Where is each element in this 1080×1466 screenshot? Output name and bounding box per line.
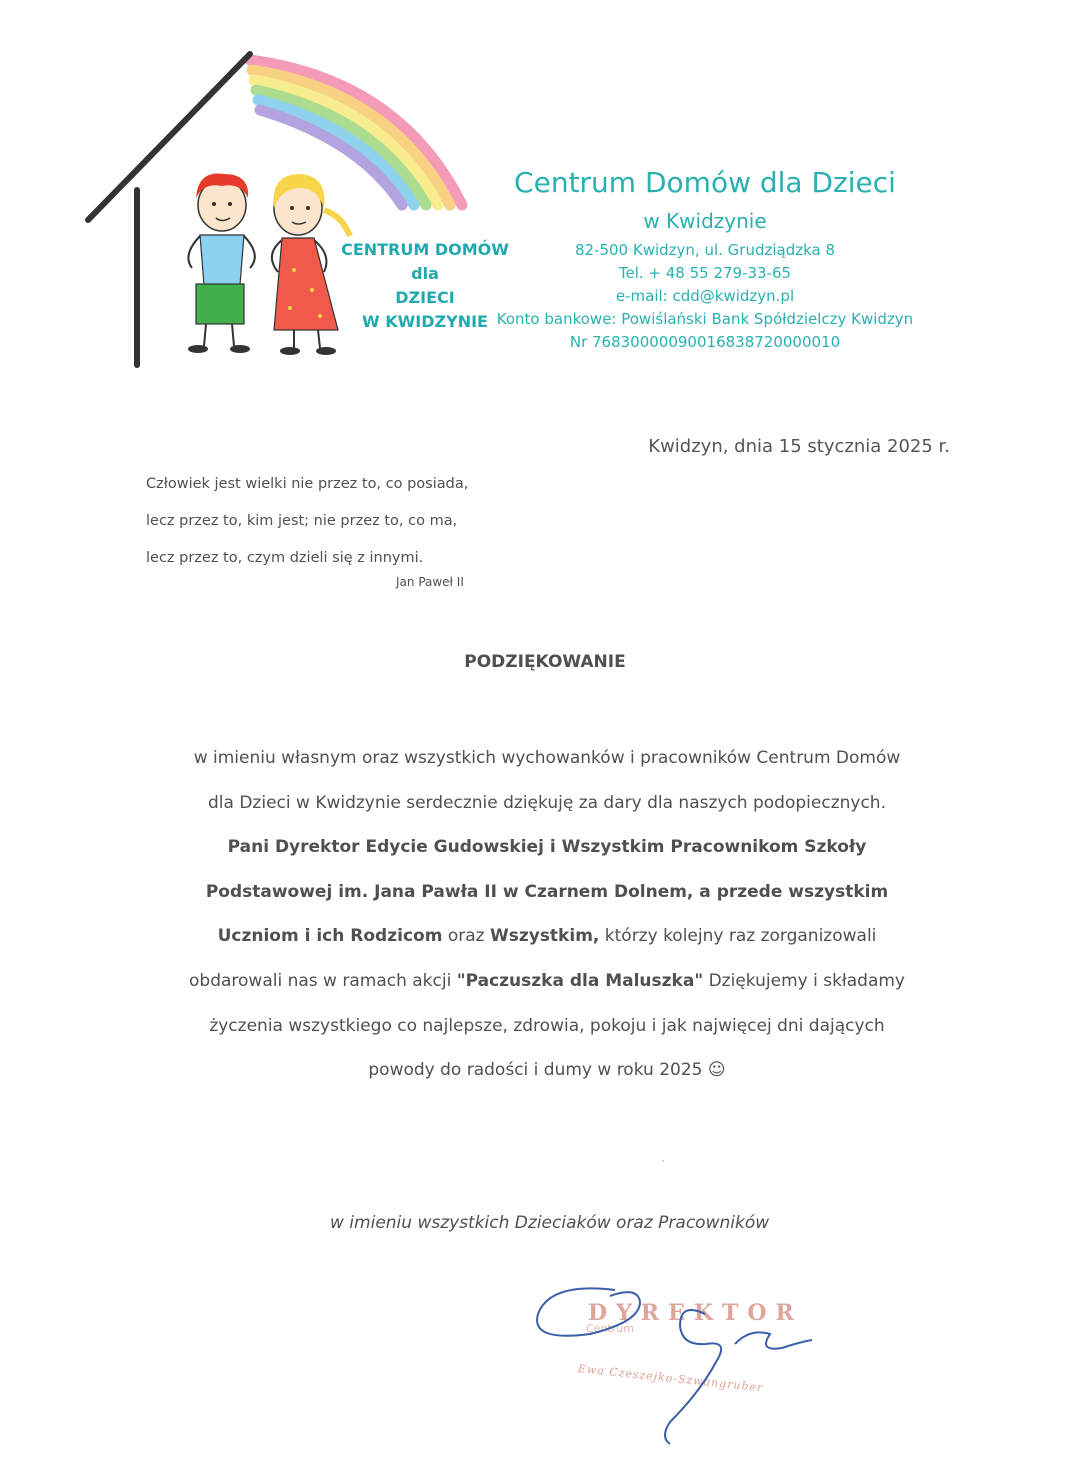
scan-speck (662, 1160, 664, 1162)
letter-body (130, 736, 964, 1093)
body-bold: Wszystkim, (489, 926, 600, 947)
organization-header (490, 163, 920, 354)
signature-icon (520, 1272, 830, 1452)
quote (146, 466, 546, 589)
bank-account: Nr 76830000090016838720000010 (569, 333, 841, 351)
body-text: Dziękujemy i składamy (703, 970, 905, 991)
body-line (130, 914, 964, 959)
stamp-title: DYREKTOR (588, 1300, 803, 1326)
organization-city: w Kwidzynie (643, 209, 767, 233)
body-text: którzy kolejny raz zorganizowali (599, 926, 877, 947)
body-line (130, 825, 964, 870)
body-line: powody do radości i dumy w roku 2025 ☺ (368, 1060, 726, 1081)
organization-name: Centrum Domów dla Dzieci (514, 166, 896, 199)
body-bold: Pani Dyrektor Edycie Gudowskiej i Wszystkim Pracownikom Szkoły (227, 837, 867, 858)
body-bold: Uczniom i ich Rodzicom (217, 926, 443, 947)
address: 82-500 Kwidzyn, ul. Grudziądzka 8 (574, 241, 836, 259)
bank-name: Konto bankowe: Powiślański Bank Spółdzielczy Kwidzyn (496, 310, 914, 328)
body-line: dla Dzieci w Kwidzynie serdecznie dziękuję za dary dla naszych podopiecznych. (208, 792, 886, 813)
body-bold: Podstawowej im. Jana Pawła II w Czarnem Dolnem, a przede wszystkim (205, 881, 889, 902)
campaign-name: "Paczuszka dla Maluszka" (456, 970, 704, 991)
phone: Tel. + 48 55 279-33-65 (618, 264, 792, 282)
quote-line: Człowiek jest wielki nie przez to, co posiada, (146, 476, 469, 492)
logo-line: CENTRUM DOMÓW (341, 240, 509, 259)
boy-icon (188, 174, 255, 354)
body-line (130, 959, 964, 1004)
letter-date: Kwidzyn, dnia 15 stycznia 2025 r. (648, 436, 950, 457)
quote-line: lecz przez to, czym dzieli się z innymi. (146, 550, 424, 566)
logo-line: W KWIDZYNIE (362, 312, 488, 331)
body-text: obdarowali nas w ramach akcji (189, 970, 457, 991)
quote-author: Jan Paweł II (396, 575, 464, 589)
body-line (130, 870, 964, 915)
logo-line: DZIECI (395, 288, 455, 307)
quote-line: lecz przez to, kim jest; nie przez to, co ma, (146, 513, 458, 529)
email: e-mail: cdd@kwidzyn.pl (615, 287, 795, 305)
stamp-subtitle: Centrum (586, 1322, 634, 1335)
logo-line: dla (411, 264, 439, 283)
closing-line: w imieniu wszystkich Dzieciaków oraz Pracowników (330, 1213, 770, 1233)
body-line: w imieniu własnym oraz wszystkich wychowanków i pracowników Centrum Domów (193, 748, 901, 768)
body-text: oraz (442, 926, 490, 947)
stamp-name: Ewa Czeszejko-Szwangruber (577, 1362, 764, 1395)
letter-heading: PODZIĘKOWANIE (464, 652, 626, 672)
body-line: życzenia wszystkiego co najlepsze, zdrowia, pokoju i jak najwięcej dni dających (209, 1015, 885, 1036)
